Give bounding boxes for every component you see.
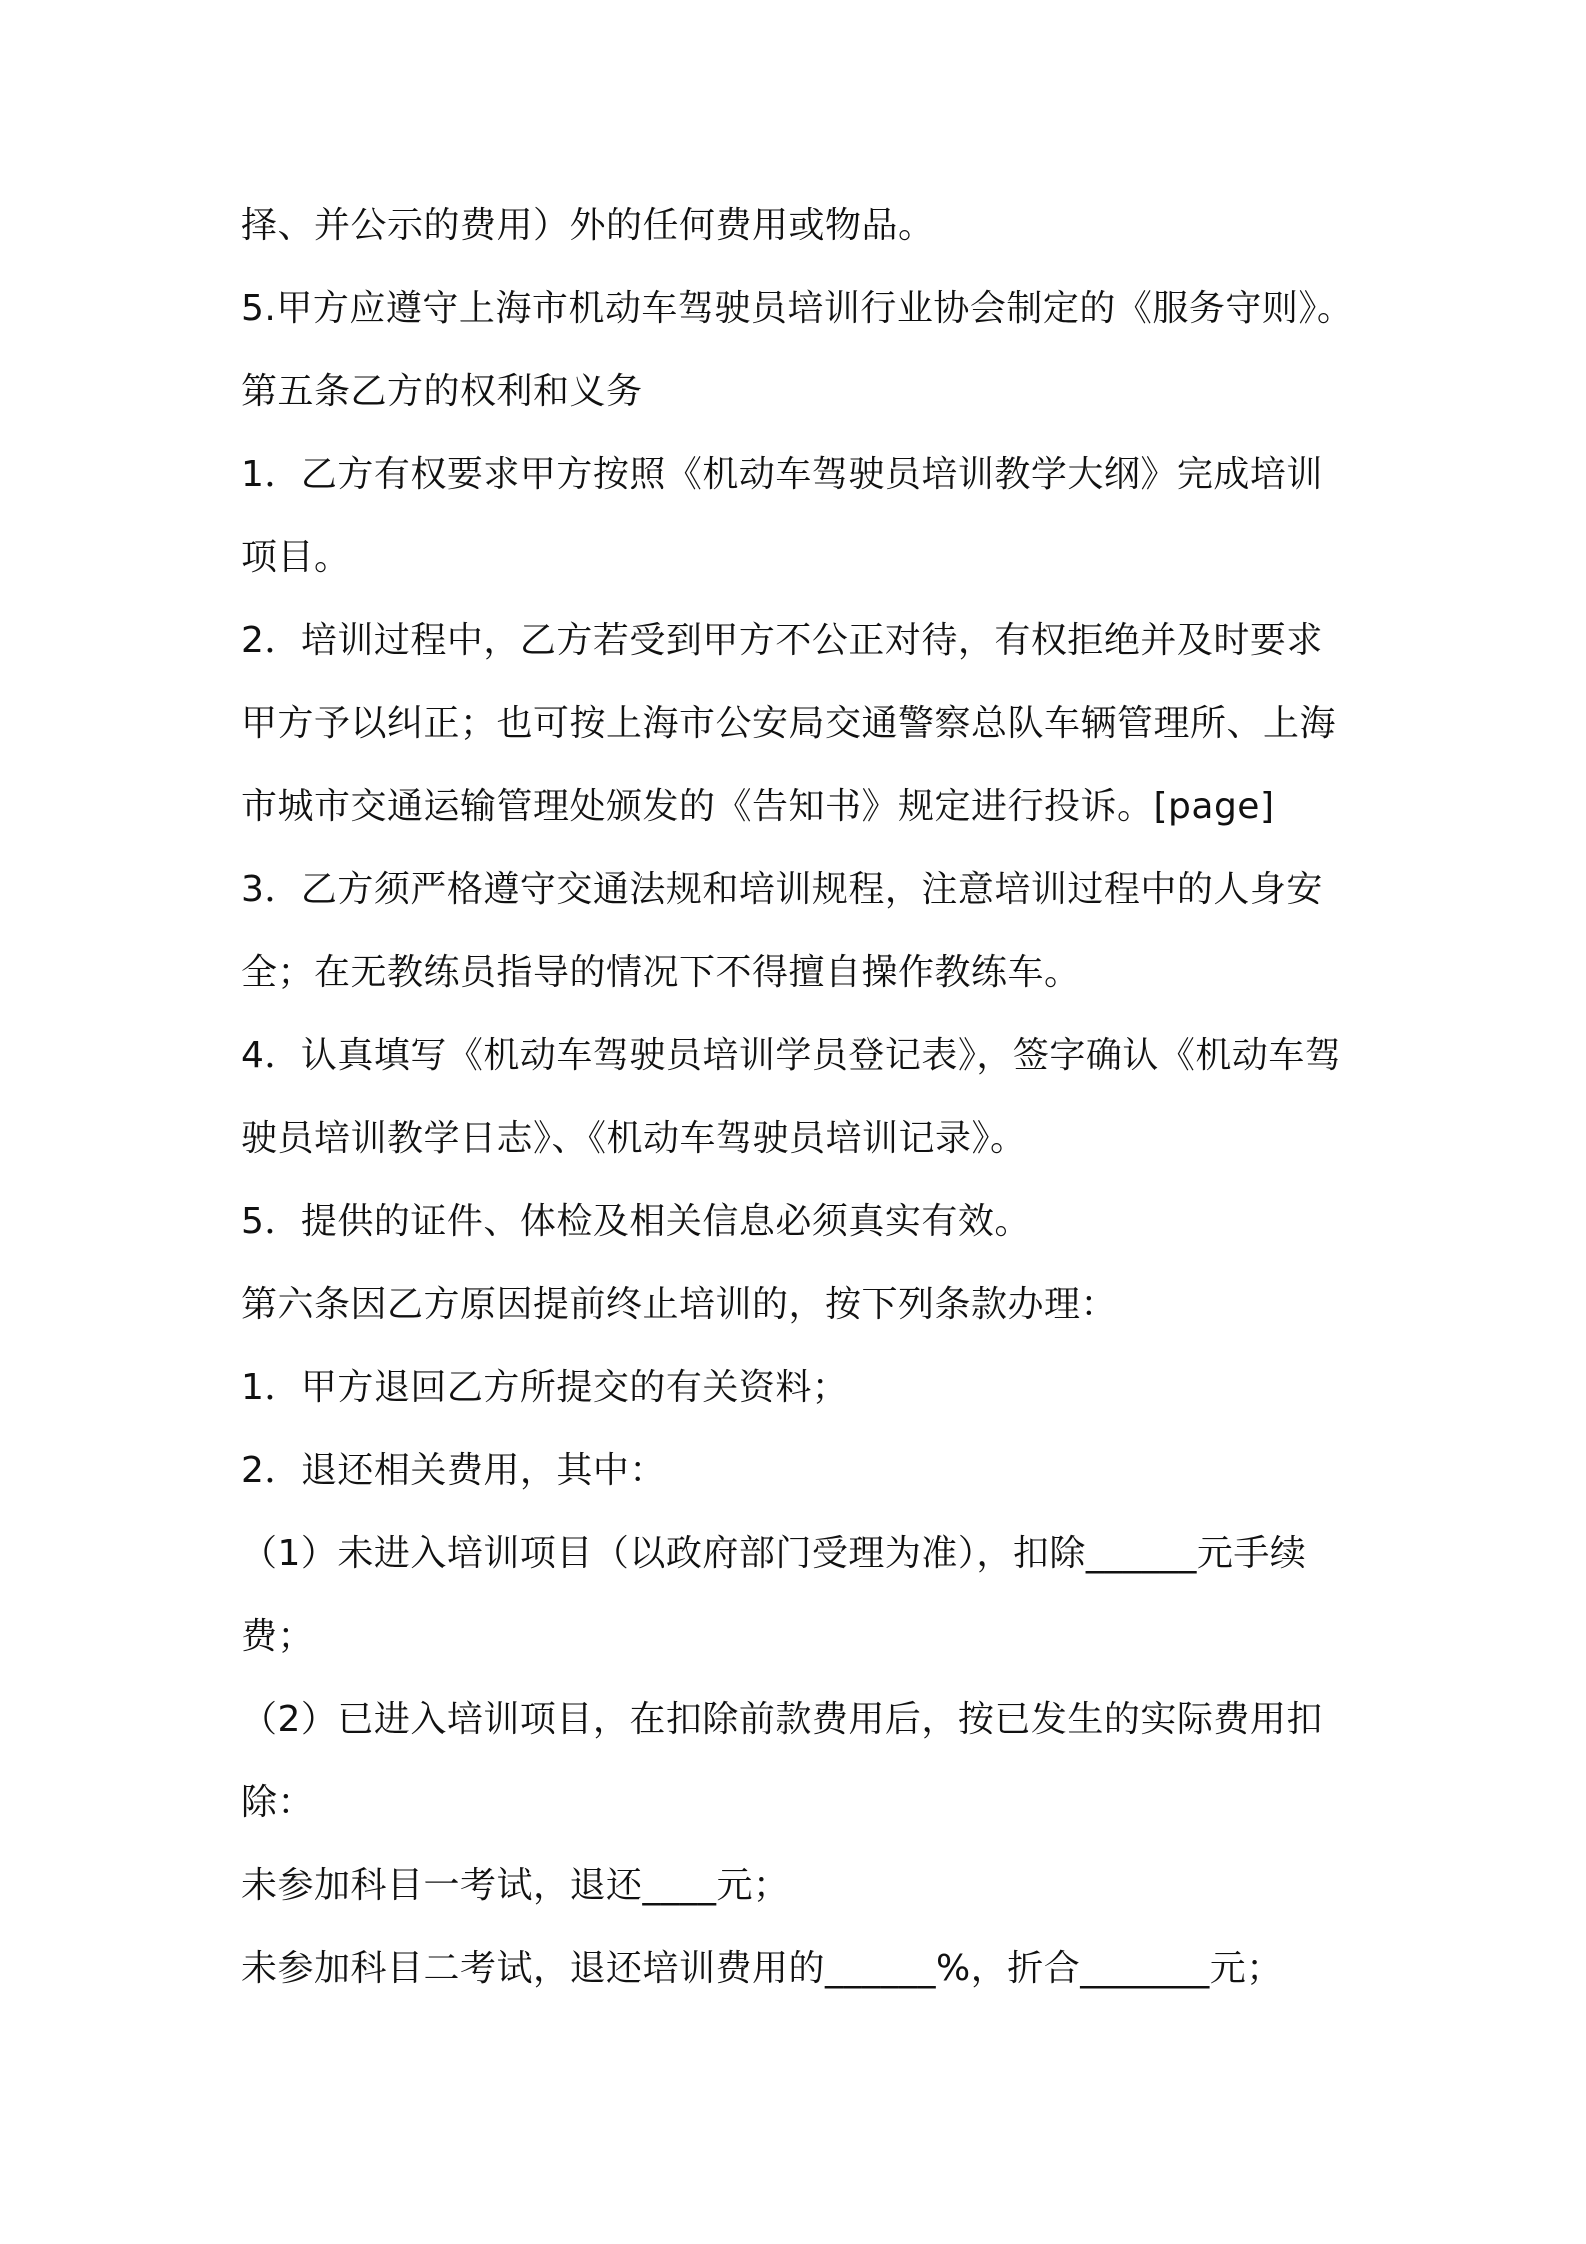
text-line-10: 全；在无教练员指导的情况下不得擅自操作教练车。	[241, 952, 1081, 993]
section-heading-article-6: 第六条因乙方原因提前终止培训的，按下列条款办理：	[241, 1284, 1118, 1325]
text-line-13: 5．提供的证件、体检及相关信息必须真实有效。	[241, 1201, 1031, 1242]
text-line-20: 除：	[241, 1782, 315, 1823]
text-line-19: （2）已进入培训项目，在扣除前款费用后，按已发生的实际费用扣	[241, 1699, 1323, 1740]
text-line-2: 5.甲方应遵守上海市机动车驾驶员培训行业协会制定的《服务守则》。	[241, 288, 1354, 329]
text-line-7: 甲方予以纠正；也可按上海市公安局交通警察总队车辆管理所、上海	[241, 703, 1337, 744]
text-line-8: 市城市交通运输管理处颁发的《告知书》规定进行投诉。[page]	[241, 786, 1275, 827]
text-line-18: 费；	[241, 1616, 315, 1657]
text-line-15: 1．甲方退回乙方所提交的有关资料；	[241, 1367, 849, 1408]
text-line-9: 3．乙方须严格遵守交通法规和培训规程，注意培训过程中的人身安	[241, 869, 1323, 910]
text-line-17: （1）未进入培训项目（以政府部门受理为准），扣除______元手续	[241, 1533, 1307, 1574]
text-line-12: 驶员培训教学日志》、《机动车驾驶员培训记录》。	[241, 1118, 1027, 1159]
text-line-21: 未参加科目一考试，退还____元；	[241, 1865, 790, 1906]
text-line-1: 择、并公示的费用）外的任何费用或物品。	[241, 205, 935, 246]
text-line-4: 1．乙方有权要求甲方按照《机动车驾驶员培训教学大纲》完成培训	[241, 454, 1323, 495]
section-heading-article-5: 第五条乙方的权利和义务	[241, 371, 643, 412]
text-line-22: 未参加科目二考试，退还培训费用的______%，折合_______元；	[241, 1948, 1283, 1989]
text-line-5: 项目。	[241, 537, 351, 578]
text-line-6: 2．培训过程中，乙方若受到甲方不公正对待，有权拒绝并及时要求	[241, 620, 1323, 661]
text-line-16: 2．退还相关费用，其中：	[241, 1450, 666, 1491]
text-line-11: 4．认真填写《机动车驾驶员培训学员登记表》，签字确认《机动车驾	[241, 1035, 1342, 1076]
